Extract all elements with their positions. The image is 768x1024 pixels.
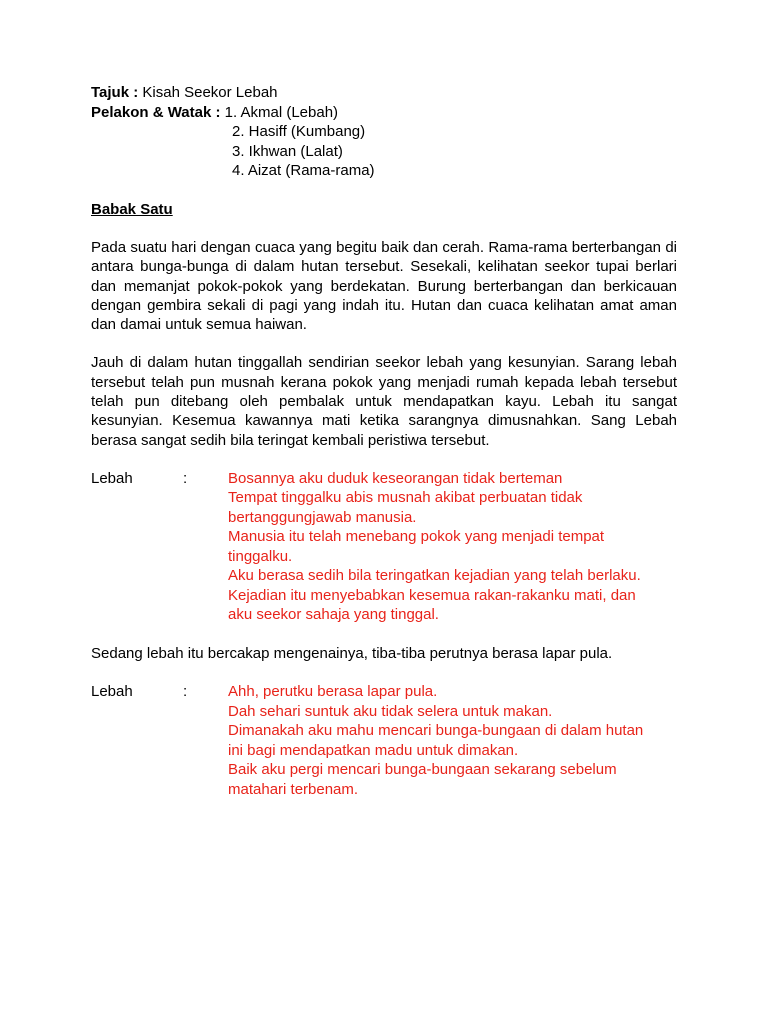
title-value: Kisah Seekor Lebah [142, 84, 278, 101]
cast-line [91, 103, 677, 123]
dialogue-line: Manusia itu telah menebang pokok yang menjadi tempat [228, 528, 605, 546]
title-line [91, 83, 677, 103]
dialogue-line: Baik aku pergi mencari bunga-bungaan sekarang sebelum [228, 761, 617, 779]
dialogue-line: aku seekor sahaja yang tinggal. [228, 606, 439, 624]
narration-paragraph: Pada suatu hari dengan cuaca yang begitu baik dan cerah. Rama-rama berterbangan di antara bunga-bunga di dalam hutan tersebut. Sesekali, kelihatan seekor tupai berlari dan memanjat pokok-pokok yang berdekatan. Burung berterbangan dan berkicauan dengan gembira sekali di pagi yang indah itu. Hutan dan cuaca kelihatan amat aman dan damai untuk semua haiwan. [91, 239, 677, 334]
cast-item: 4. Aizat (Rama-rama) [232, 162, 375, 179]
dialogue-line: Bosannya aku duduk keseorangan tidak berteman [228, 469, 563, 487]
script-document [91, 83, 677, 799]
cast-label: Pelakon & Watak : [91, 103, 221, 121]
dialogue-lines [228, 469, 677, 625]
cast-item: 1. Akmal (Lebah) [224, 103, 339, 121]
cast-list [91, 122, 677, 181]
dialogue-line: Tempat tinggalku abis musnah akibat perbuatan tidak [228, 489, 583, 507]
dialogue-line: Ahh, perutku berasa lapar pula. [228, 683, 438, 701]
title-label: Tajuk : [91, 84, 139, 101]
dialogue-block [91, 469, 677, 625]
dialogue-line: ini bagi mendapatkan madu untuk dimakan. [228, 741, 519, 759]
dialogue-colon: : [183, 469, 188, 487]
scene-heading: Babak Satu [91, 200, 173, 218]
dialogue-line: Dah sehari suntuk aku tidak selera untuk makan. [228, 702, 553, 720]
dialogue-line: bertanggungjawab manusia. [228, 508, 417, 526]
dialogue-colon: : [183, 683, 188, 701]
narration-sentence: Sedang lebah itu bercakap mengenainya, tiba-tiba perutnya berasa lapar pula. [91, 644, 613, 662]
dialogue-line: Dimanakah aku mahu mencari bunga-bungaan di dalam hutan [228, 722, 644, 740]
dialogue-line: Aku berasa sedih bila teringatkan kejadian yang telah berlaku. [228, 567, 641, 585]
cast-item: 3. Ikhwan (Lalat) [232, 142, 343, 160]
dialogue-lines [228, 682, 677, 799]
dialogue-block [91, 682, 677, 799]
narration-paragraph: Jauh di dalam hutan tinggallah sendirian seekor lebah yang kesunyian. Sarang lebah tersebut telah pun musnah kerana pokok yang menjadi rumah kepada lebah tersebut telah pun ditebang oleh pembalak untuk mendapatkan kayu. Lebah itu sangat kesunyian. Kesemua kawannya mati ketika sarangnya dimusnahkan. Sang Lebah berasa sangat sedih bila teringat kembali peristiwa tersebut. [91, 354, 677, 449]
dialogue-line: tinggalku. [228, 547, 293, 565]
dialogue-line: matahari terbenam. [228, 780, 359, 798]
dialogue-speaker: Lebah [91, 469, 133, 487]
dialogue-speaker: Lebah [91, 683, 133, 701]
cast-item: 2. Hasiff (Kumbang) [232, 123, 366, 140]
dialogue-line: Kejadian itu menyebabkan kesemua rakan-rakanku mati, dan [228, 586, 636, 604]
